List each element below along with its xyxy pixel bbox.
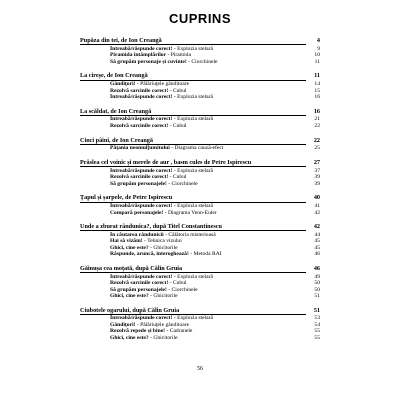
toc-chapter-row <box>80 194 320 201</box>
toc-chapter-title: Ciubotele ogarului, după Călin Gruia <box>80 306 180 314</box>
toc-activity-name: Răspunde, aruncă, interoghează! <box>110 251 189 258</box>
toc-activity-name: Rezolvă sarcinile corect! <box>110 280 169 287</box>
toc-activity-method: - Explozia stelară <box>172 167 213 174</box>
toc-activity-method: - Explozia stelară <box>172 116 213 123</box>
toc-activity-page: 21 <box>314 116 320 123</box>
toc-activity-name: Întreabă/răspunde corect! <box>110 273 173 280</box>
toc-activity-method: - Explozia stelară <box>172 203 213 210</box>
toc-activity-row <box>80 94 320 100</box>
table-of-contents <box>80 37 320 348</box>
toc-activity-row <box>80 181 320 187</box>
toc-activity-method: - Pălăriuţele gânditoare <box>135 321 190 328</box>
toc-activity-row <box>80 251 320 257</box>
toc-chapter-title: Găinușa cea moțată, după Călin Gruia <box>80 264 183 272</box>
toc-chapter-title: Cinci pâini, de Ion Creangă <box>80 136 153 144</box>
toc-activity-method: - Cubul <box>168 280 187 287</box>
toc-activity-method: - Explozia stelară <box>172 315 213 322</box>
toc-activity-name: Ghici, cine este? <box>110 292 149 299</box>
toc-chapter-row <box>80 72 320 79</box>
toc-activity-name: Rezolvă repede și bine! <box>110 328 166 335</box>
toc-activity-name: Compară personajele! <box>110 209 164 216</box>
toc-activity-method: - Cubul <box>168 87 187 94</box>
toc-activity-text <box>110 335 306 341</box>
toc-activity-method: - Cubul <box>168 122 187 129</box>
toc-activity-name: Pățania neomul[umitului <box>110 145 170 152</box>
toc-section <box>80 265 320 299</box>
toc-activity-text <box>110 94 306 100</box>
toc-activity-method: - Cubul <box>168 174 187 181</box>
toc-activity-page: 54 <box>314 321 320 328</box>
toc-activity-row <box>80 145 320 151</box>
toc-activity-page: 39 <box>314 180 320 187</box>
toc-activity-page: 37 <box>314 167 320 174</box>
toc-section <box>80 307 320 341</box>
toc-activity-method: - Diagrama Venn-Euler <box>163 209 217 216</box>
toc-activity-method: - Explozia stelară <box>172 45 213 52</box>
toc-activity-page: 55 <box>314 328 320 335</box>
toc-activity-name: Întreabă/răspunde corect! <box>110 93 173 100</box>
toc-activity-name: Întreabă/răspunde corect! <box>110 167 173 174</box>
toc-activity-row <box>80 210 320 216</box>
toc-activity-method: - Piramida <box>166 52 191 59</box>
toc-chapter-row <box>80 137 320 144</box>
toc-activity-method: - Ciorchinele <box>166 180 198 187</box>
toc-activity-name: Rezolvă sarcinile corect! <box>110 122 169 129</box>
toc-chapter-title: Prâslea cel voinic și merele de aur , basm cules de Petre Ispirescu <box>80 159 252 167</box>
toc-activity-name: Întreabă/răspunde corect! <box>110 116 173 123</box>
toc-activity-name: Rezolvă sarcinile corect! <box>110 174 169 181</box>
toc-activity-method: - Călătoria misterioasă <box>163 232 216 239</box>
toc-activity-text <box>110 123 306 129</box>
toc-activity-method: - Explozia stelară <box>172 273 213 280</box>
toc-activity-name: Ghici, cine este? <box>110 244 149 251</box>
page-number: 56 <box>197 366 203 372</box>
toc-section <box>80 194 320 216</box>
toc-activity-name: Să grupăm personaje și cuvinte! <box>110 58 187 65</box>
toc-activity-page: 45 <box>314 238 320 245</box>
toc-activity-name: Ghici, cine este? <box>110 334 149 341</box>
toc-activity-text <box>110 59 306 65</box>
toc-activity-name: Întreabă/răspunde corect! <box>110 45 173 52</box>
toc-section <box>80 72 320 100</box>
toc-chapter-row <box>80 265 320 272</box>
toc-activity-text <box>110 145 306 151</box>
toc-activity-method: - Ciorchinele <box>186 58 218 65</box>
toc-activity-name: Hai să vizăm! <box>110 238 143 245</box>
toc-activity-text <box>110 210 306 216</box>
toc-activity-method: - Tehnica vizului <box>142 238 182 245</box>
toc-activity-page: 14 <box>314 81 320 88</box>
toc-activity-page: 22 <box>314 122 320 129</box>
toc-activity-page: 10 <box>314 52 320 59</box>
toc-activity-text <box>110 181 306 187</box>
toc-activity-page: 25 <box>314 145 320 152</box>
toc-activity-page: 55 <box>314 334 320 341</box>
toc-activity-method: - Cadranele <box>165 328 193 335</box>
toc-section <box>80 223 320 257</box>
toc-activity-page: 49 <box>314 273 320 280</box>
toc-chapter-page: 16 <box>313 107 320 115</box>
toc-activity-page: 50 <box>314 280 320 287</box>
toc-activity-page: 16 <box>314 93 320 100</box>
page-title: CUPRINS <box>168 11 231 26</box>
toc-activity-page: 41 <box>314 203 320 210</box>
toc-activity-name: Să grupăm personajele! <box>110 180 167 187</box>
toc-section <box>80 159 320 187</box>
toc-activity-name: Să grupăm personajele! <box>110 286 167 293</box>
toc-activity-text <box>110 293 306 299</box>
toc-chapter-page: 42 <box>313 223 320 231</box>
toc-activity-row <box>80 335 320 341</box>
toc-section <box>80 108 320 130</box>
toc-activity-page: 42 <box>314 209 320 216</box>
toc-section <box>80 37 320 65</box>
toc-activity-method: - Pălăriuţele gânditoare <box>135 81 190 88</box>
toc-chapter-title: Țapul și șarpele, de Petre Ispirescu <box>80 194 173 202</box>
toc-chapter-page: 27 <box>313 159 320 167</box>
toc-activity-method: - Ghicitorile <box>148 334 178 341</box>
toc-chapter-title: Pupăza din tei, de Ion Creangă <box>80 37 162 44</box>
toc-activity-page: 46 <box>314 251 320 258</box>
toc-chapter-title: La cireșe, de Ion Creangă <box>80 72 148 80</box>
toc-chapter-title: La scăldat, de Ion Creangă <box>80 107 152 115</box>
toc-activity-page: 50 <box>314 286 320 293</box>
toc-activity-method: - Ghicitorile <box>148 244 178 251</box>
toc-section <box>80 137 320 152</box>
toc-chapter-page: 22 <box>313 136 320 144</box>
toc-activity-row <box>80 293 320 299</box>
toc-chapter-page: 51 <box>313 306 320 314</box>
toc-activity-method: - Metoda RAI <box>188 251 222 258</box>
toc-chapter-row <box>80 108 320 115</box>
toc-activity-text <box>110 251 306 257</box>
toc-chapter-title: Unde a zburat rândunica?, după Titel Constantinescu <box>80 223 222 231</box>
toc-activity-method: - Ghicitorile <box>148 292 178 299</box>
toc-chapter-page: 46 <box>313 264 320 272</box>
toc-activity-page: 11 <box>314 58 320 65</box>
toc-activity-page: 45 <box>314 244 320 251</box>
toc-activity-name: În căutarea rândunicii <box>110 232 164 239</box>
toc-activity-name: Întreabă/răspunde corect! <box>110 203 173 210</box>
toc-activity-row <box>80 123 320 129</box>
toc-chapter-page: 4 <box>316 37 320 44</box>
toc-chapter-row <box>80 37 320 44</box>
toc-activity-name: Gândiţori! <box>110 81 136 88</box>
toc-activity-page: 15 <box>314 87 320 94</box>
toc-activity-page: 53 <box>314 315 320 322</box>
toc-chapter-row <box>80 223 320 230</box>
toc-activity-name: Gândiţori! <box>110 321 136 328</box>
toc-chapter-page: 40 <box>313 194 320 202</box>
toc-activity-name: Întreabă/răspunde corect! <box>110 315 173 322</box>
toc-activity-page: 9 <box>317 45 320 52</box>
toc-activity-name: Piramida întâmplărilor <box>110 52 167 59</box>
toc-activity-page: 44 <box>314 232 320 239</box>
toc-activity-row <box>80 59 320 65</box>
toc-chapter-page: 11 <box>314 72 320 80</box>
toc-activity-method: - Explozia stelară <box>172 93 213 100</box>
toc-activity-page: 51 <box>314 292 320 299</box>
toc-chapter-row <box>80 159 320 166</box>
toc-activity-method: - Ciorchinele <box>166 286 198 293</box>
toc-activity-method: - Diagrama cauză-efect <box>169 145 224 152</box>
toc-activity-name: Rezolvă sarcinile corect! <box>110 87 169 94</box>
toc-activity-page: 39 <box>314 174 320 181</box>
toc-chapter-row <box>80 307 320 314</box>
